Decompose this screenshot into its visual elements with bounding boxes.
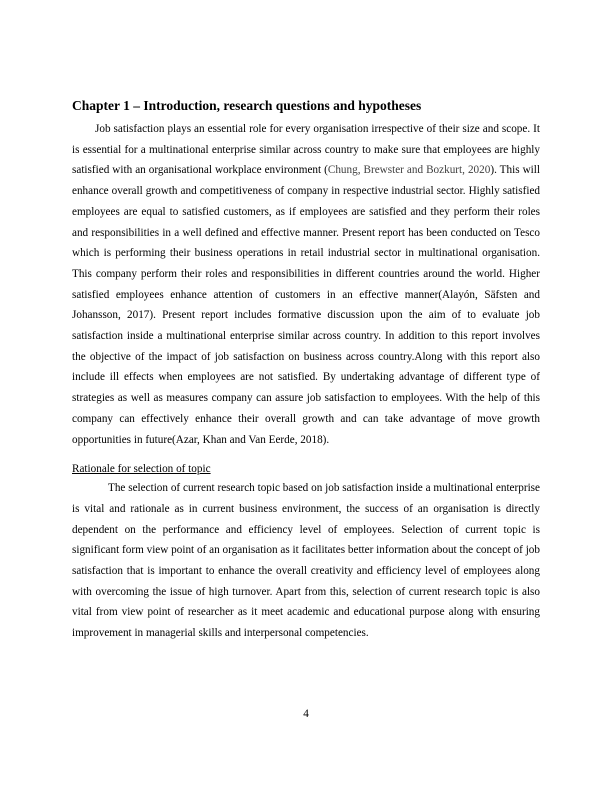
page-number: 4 bbox=[303, 708, 309, 720]
chapter-title: Chapter 1 – Introduction, research questions and hypotheses bbox=[72, 98, 422, 113]
intro-text-part2: ). This will enhance overall growth and competitiveness of company in respective industrial sector. Highly satisfied employees are equal to satisfied customers, as if employees are satisfied and they perform their roles and responsibilities in a well defined and effective manner. Present report has been conducted on Tesco which is performing their business operations in retail industrial sector in multinational organisation. This company perform their roles and responsibilities in different countries around the world. Higher satisfied employees enhance attention of customers in an effective manner(Alayón, Säfsten and Johansson, 2017). Present report includes formative discussion upon the aim of to evaluate job satisfaction inside a multinational enterprise similar across country. In addition to this report involves the objective of the impact of job satisfaction on business across country.Along with this report also include ill effects when employees are not satisfied. By undertaking advantage of different type of strategies as well as measures company can assure job satisfaction to employees. With the help of this company can effectively enhance their overall growth and can take advantage of move growth opportunities in future(Azar, Khan and Van Eerde, 2018). bbox=[72, 164, 540, 446]
rationale-paragraph: The selection of current research topic based on job satisfaction inside a multinational enterprise is vital and rationale as in current business environment, the success of an organisation is directly dependent on the performance and efficiency level of employees. Selection of current topic is significant form view point of an organisation as it facilitates better information about the concept of job satisfaction that is important to enhance the overall creativity and efficiency level of employees along with overcoming the issue of high turnover. Apart from this, selection of current research topic is also vital from view point of researcher as it meet academic and educational purpose along with ensuring improvement in managerial skills and interpersonal competencies. bbox=[72, 482, 540, 640]
rationale-heading: Rationale for selection of topic bbox=[72, 463, 211, 476]
intro-paragraph bbox=[72, 119, 540, 450]
page-content bbox=[72, 98, 540, 644]
intro-text-part1: Job satisfaction plays an essential role for every organisation irrespective of their size and scope. It is essential for a multinational enterprise similar across country to make sure that employees are highly satisfied with an organisational workplace environment ( bbox=[72, 123, 540, 177]
intro-citation: Chung, Brewster and Bozkurt, 2020 bbox=[327, 164, 491, 177]
